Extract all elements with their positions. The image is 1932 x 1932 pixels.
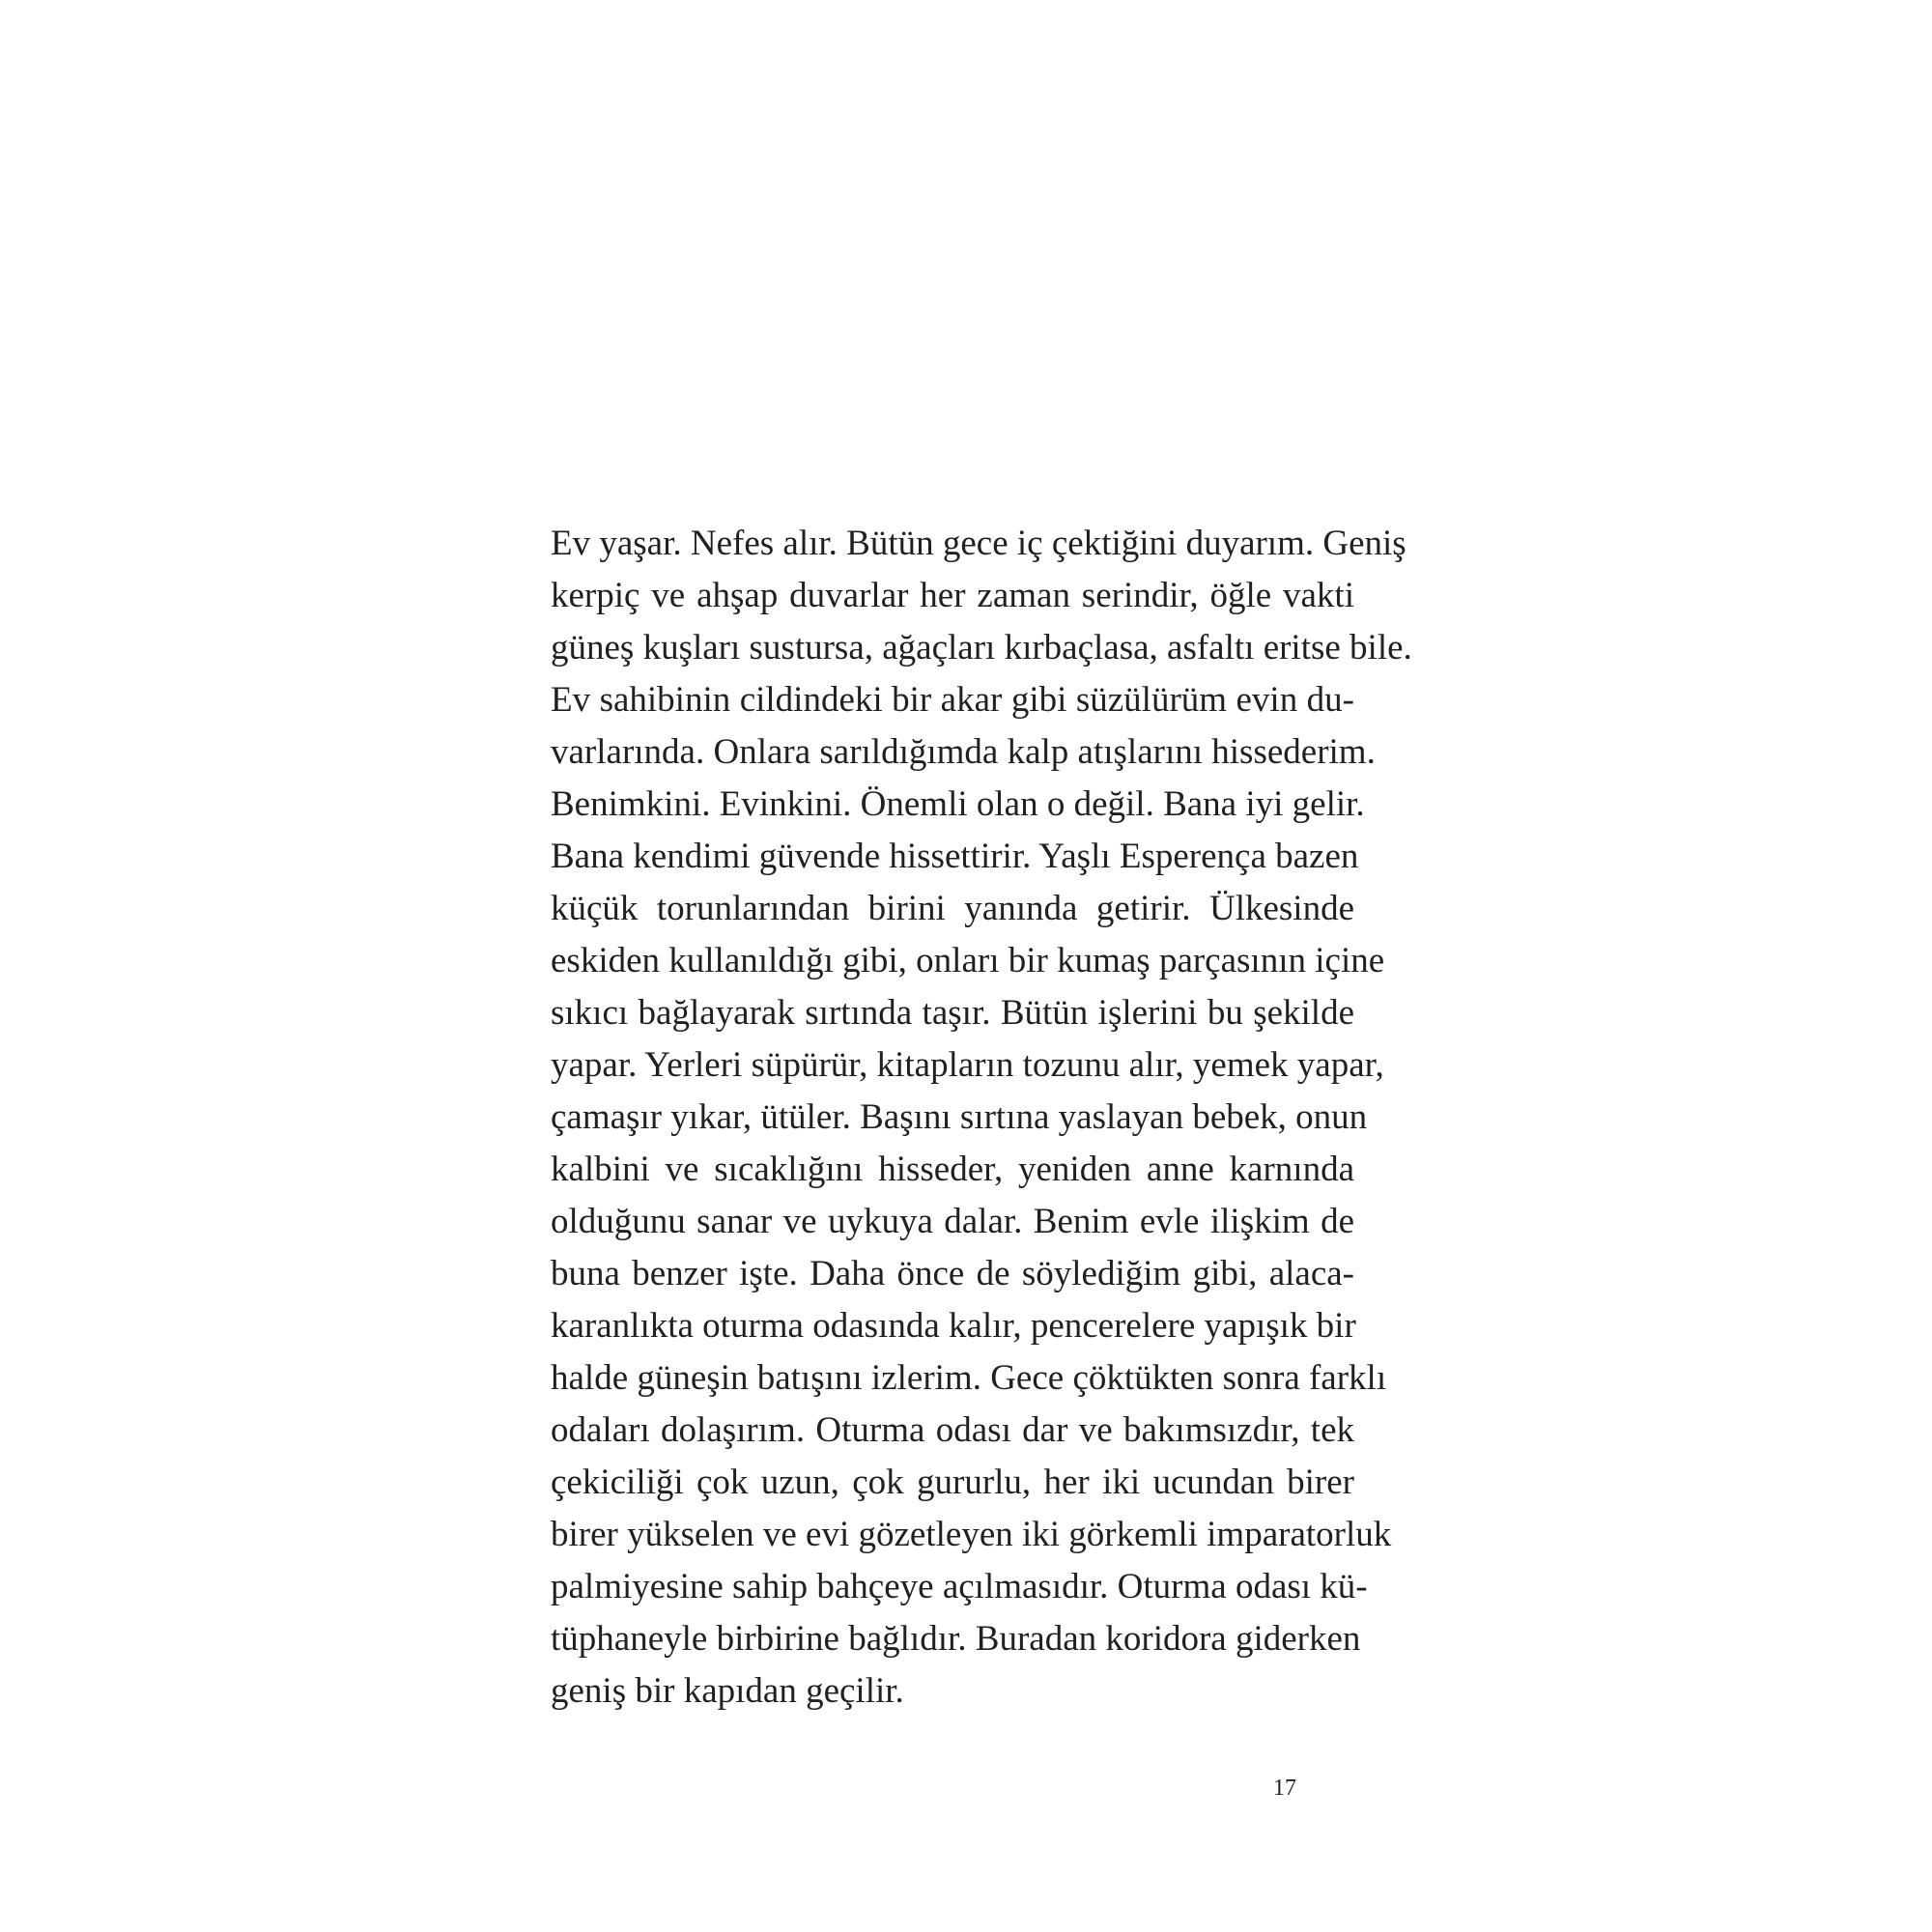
text-line: yapar. Yerleri süpürür, kitapların tozunu alır, yemek yapar, bbox=[551, 1045, 1384, 1085]
text-line: güneş kuşları sustursa, ağaçları kırbaçlasa, asfaltı eritse bile. bbox=[551, 628, 1412, 668]
text-line: Benimkini. Evinkini. Önemli olan o değil. Bana iyi gelir. bbox=[551, 784, 1365, 824]
text-line: karanlıkta oturma odasında kalır, pencerelere yapışık bir bbox=[551, 1306, 1356, 1346]
text-line: geniş bir kapıdan geçilir. bbox=[551, 1671, 904, 1711]
text-line: odaları dolaşırım. Oturma odası dar ve bakımsızdır, tek bbox=[551, 1410, 1354, 1450]
page-number: 17 bbox=[1273, 1776, 1296, 1801]
text-line: Bana kendimi güvende hissettirir. Yaşlı Esperença bazen bbox=[551, 837, 1359, 876]
text-line: tüphaneyle birbirine bağlıdır. Buradan koridora giderken bbox=[551, 1619, 1361, 1659]
text-line: Ev sahibinin cildindeki bir akar gibi süzülürüm evin du- bbox=[551, 680, 1354, 720]
text-line: palmiyesine sahip bahçeye açılmasıdır. Oturma odası kü- bbox=[551, 1567, 1368, 1606]
text-line: sıkıcı bağlayarak sırtında taşır. Bütün işlerini bu şekilde bbox=[551, 993, 1354, 1033]
text-line: Ev yaşar. Nefes alır. Bütün gece iç çektiğini duyarım. Geniş bbox=[551, 524, 1406, 563]
text-line: eskiden kullanıldığı gibi, onları bir kumaş parçasının içine bbox=[551, 941, 1385, 980]
text-line: kerpiç ve ahşap duvarlar her zaman serindir, öğle vakti bbox=[551, 576, 1354, 615]
text-line: buna benzer işte. Daha önce de söylediğim gibi, alaca- bbox=[551, 1254, 1354, 1293]
text-line: küçük torunlarından birini yanında getirir. Ülkesinde bbox=[551, 889, 1354, 928]
text-line: birer yükselen ve evi gözetleyen iki görkemli imparatorluk bbox=[551, 1515, 1392, 1554]
text-line: çamaşır yıkar, ütüler. Başını sırtına yaslayan bebek, onun bbox=[551, 1097, 1368, 1137]
text-line: olduğunu sanar ve uykuya dalar. Benim evle ilişkim de bbox=[551, 1202, 1354, 1241]
text-line: varlarında. Onlara sarıldığımda kalp atışlarını hissederim. bbox=[551, 732, 1376, 772]
body-paragraph bbox=[551, 518, 1412, 1718]
text-line: halde güneşin batışını izlerim. Gece çöktükten sonra farklı bbox=[551, 1358, 1387, 1398]
text-line: çekiciliği çok uzun, çok gururlu, her iki ucundan birer bbox=[551, 1463, 1354, 1502]
text-line: kalbini ve sıcaklığını hisseder, yeniden anne karnında bbox=[551, 1150, 1354, 1189]
